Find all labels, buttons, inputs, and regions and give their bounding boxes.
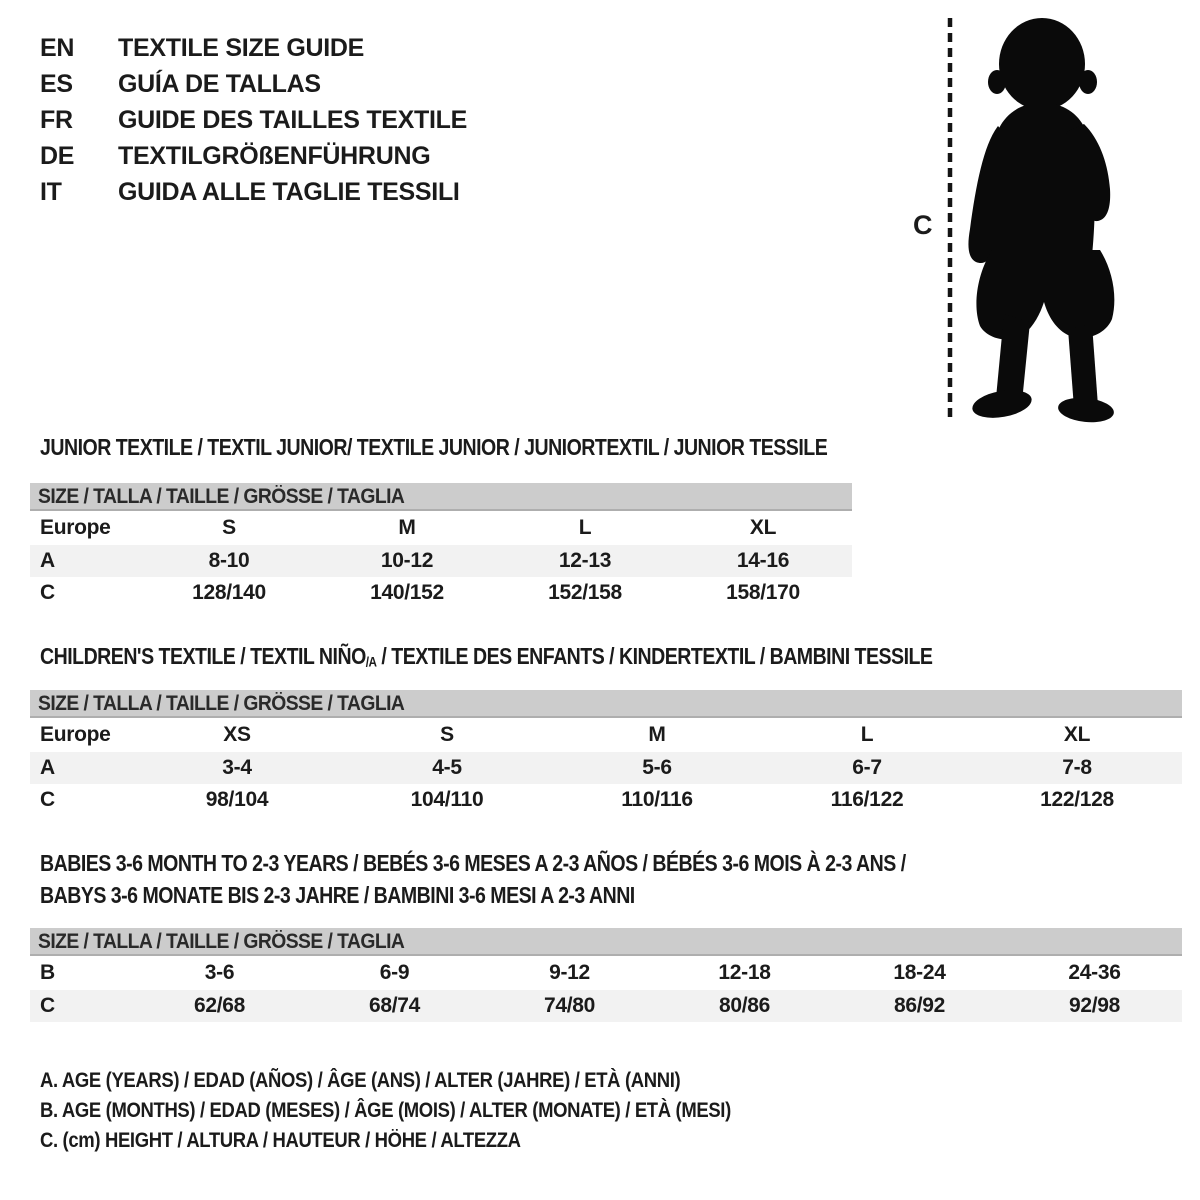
column-header-cell: XS [223, 723, 251, 746]
size-value-cell: 80/86 [718, 994, 771, 1017]
column-header-cell: XL [749, 516, 777, 539]
language-title: GUIDE DES TAILLES TEXTILE [118, 106, 468, 134]
table-row-age [30, 545, 852, 577]
language-code: ES [40, 70, 73, 98]
size-value-cell: 18-24 [893, 961, 946, 984]
table-row-height [30, 784, 1182, 816]
size-value-cell: 4-5 [432, 756, 462, 779]
table-row-age-months [30, 956, 1182, 990]
size-value-cell: 5-6 [642, 756, 672, 779]
language-title: GUÍA DE TALLAS [118, 70, 321, 98]
size-value-cell: 122/128 [1040, 788, 1114, 811]
size-header-label: SIZE / TALLA / TAILLE / GRÖSSE / TAGLIA [38, 930, 405, 953]
language-title: GUIDA ALLE TAGLIE TESSILI [118, 178, 460, 206]
children-title-prefix: CHILDREN'S TEXTILE / TEXTIL NIÑO [40, 643, 366, 669]
row-label-cell: C [40, 581, 55, 604]
size-value-cell: 8-10 [208, 549, 250, 572]
babies-section-title-line1: BABIES 3-6 MONTH TO 2-3 YEARS / BEBÉS 3-6 MESES A 2-3 AÑOS / BÉBÉS 3-6 MOIS À 2-3 ANS / [40, 850, 906, 876]
size-value-cell: 158/170 [726, 581, 800, 604]
column-header-cell: S [222, 516, 236, 539]
column-header-cell: L [860, 723, 874, 746]
size-value-cell: 12-18 [718, 961, 771, 984]
size-header-label: SIZE / TALLA / TAILLE / GRÖSSE / TAGLIA [38, 485, 405, 508]
height-measure-label: C [913, 210, 933, 240]
size-header-bar [30, 690, 1182, 718]
size-value-cell: 152/158 [548, 581, 622, 604]
baby-silhouette-icon [962, 14, 1134, 431]
table-row-height [30, 577, 852, 609]
column-header-cell: M [398, 516, 416, 539]
size-value-cell: 68/74 [368, 994, 421, 1017]
language-code: FR [40, 106, 73, 134]
size-value-cell: 3-6 [204, 961, 235, 984]
row-label-cell: C [40, 994, 55, 1017]
size-value-cell: 116/122 [830, 788, 904, 811]
language-row-fr [40, 102, 467, 138]
column-header-row [30, 718, 1182, 752]
legend-line-age-years: A. AGE (YEARS) / EDAD (AÑOS) / ÂGE (ANS) / ALTER (JAHRE) / ETÀ (ANNI) [40, 1069, 681, 1092]
column-header-cell: M [648, 723, 666, 746]
language-row-en [40, 30, 467, 66]
language-title: TEXTILE SIZE GUIDE [118, 34, 365, 62]
table-row-height [30, 990, 1182, 1022]
language-row-de [40, 138, 467, 174]
region-label: Europe [40, 516, 111, 539]
size-value-cell: 12-13 [558, 549, 612, 572]
size-value-cell: 98/104 [205, 788, 269, 811]
height-dashed-line [946, 18, 954, 423]
size-value-cell: 7-8 [1062, 756, 1092, 779]
region-label: Europe [40, 723, 111, 746]
row-label-cell: A [40, 756, 55, 779]
children-section-title [40, 643, 932, 670]
size-header-bar [30, 483, 852, 511]
children-title-suffix: / TEXTILE DES ENFANTS / KINDERTEXTIL / BAMBINI TESSILE [376, 643, 933, 669]
language-list [40, 30, 467, 210]
table-row-age [30, 752, 1182, 784]
column-header-cell: XL [1063, 723, 1091, 746]
language-row-es [40, 66, 467, 102]
size-value-cell: 6-9 [379, 961, 410, 984]
legend [40, 1066, 825, 1156]
junior-section-title: JUNIOR TEXTILE / TEXTIL JUNIOR/ TEXTILE JUNIOR / JUNIORTEXTIL / JUNIOR TESSILE [40, 434, 828, 460]
size-value-cell: 62/68 [193, 994, 246, 1017]
babies-section-title-line2: BABYS 3-6 MONATE BIS 2-3 JAHRE / BAMBINI 3-6 MESI A 2-3 ANNI [40, 882, 635, 908]
size-value-cell: 6-7 [852, 756, 882, 779]
size-value-cell: 140/152 [370, 581, 444, 604]
size-header-bar [30, 928, 1182, 956]
size-value-cell: 86/92 [893, 994, 946, 1017]
size-value-cell: 24-36 [1068, 961, 1121, 984]
language-title: TEXTILGRÖßENFÜHRUNG [118, 142, 431, 170]
legend-line-height: C. (cm) HEIGHT / ALTURA / HAUTEUR / HÖHE / ALTEZZA [40, 1129, 521, 1152]
legend-line-age-months: B. AGE (MONTHS) / EDAD (MESES) / ÂGE (MOIS) / ALTER (MONATE) / ETÀ (MESI) [40, 1099, 731, 1122]
size-value-cell: 128/140 [192, 581, 266, 604]
size-value-cell: 104/110 [410, 788, 484, 811]
column-header-row [30, 511, 852, 545]
language-code: DE [40, 142, 75, 170]
size-value-cell: 74/80 [543, 994, 596, 1017]
column-header-cell: S [440, 723, 454, 746]
language-row-it [40, 174, 467, 210]
row-label-cell: B [40, 961, 55, 984]
size-value-cell: 14-16 [736, 549, 790, 572]
column-header-cell: L [578, 516, 592, 539]
junior-size-table [30, 483, 852, 609]
size-value-cell: 110/116 [621, 788, 693, 811]
children-size-table [30, 690, 1182, 816]
row-label-cell: A [40, 549, 55, 572]
size-value-cell: 10-12 [380, 549, 434, 572]
size-value-cell: 92/98 [1068, 994, 1121, 1017]
babies-size-table [30, 928, 1182, 1022]
size-value-cell: 3-4 [222, 756, 252, 779]
dashed-line-icon [946, 18, 954, 418]
row-label-cell: C [40, 788, 55, 811]
children-title-subscript: /A [365, 654, 377, 670]
size-value-cell: 9-12 [549, 961, 590, 984]
language-code: EN [40, 34, 75, 62]
size-header-label: SIZE / TALLA / TAILLE / GRÖSSE / TAGLIA [38, 692, 405, 715]
language-code: IT [40, 178, 62, 206]
